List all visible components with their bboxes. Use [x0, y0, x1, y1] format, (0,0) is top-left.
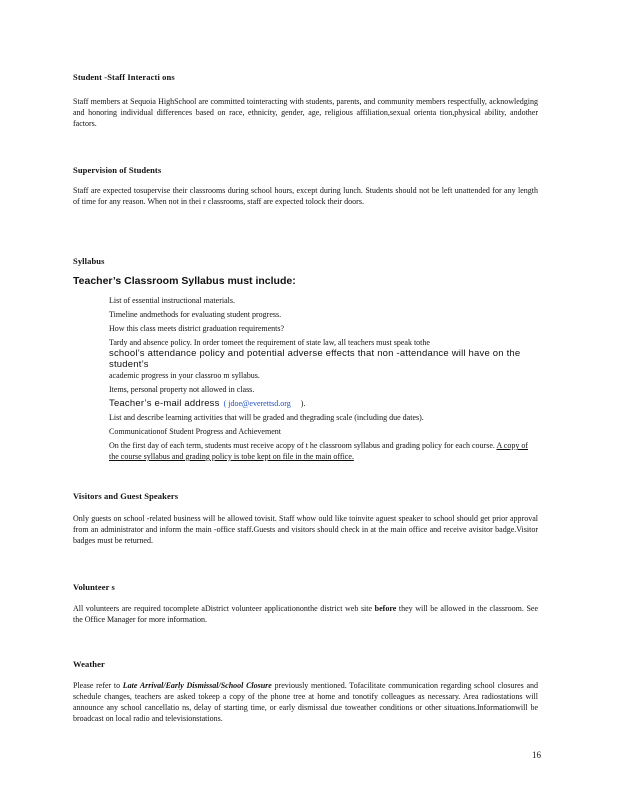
- heading-supervision-of-students: Supervision of Students: [73, 165, 162, 175]
- email-link[interactable]: ( jdoe@everettsd.org: [223, 399, 291, 408]
- paragraph-text-part: All volunteers are required tocomplete aDistrict volunteer applicationonthe district web site: [73, 604, 373, 613]
- paragraph-text-part: they will be allowed in the classroom. See the Office Manager for more information.: [73, 604, 539, 624]
- paragraph-student-staff-interactions: [73, 96, 538, 129]
- list-item-text: Tardy and absence policy. In order tomeet the requirement of state law, all teachers must speak tothe: [109, 338, 430, 347]
- list-item-text-emphasis: Teacher’s e-mail address: [109, 398, 220, 409]
- list-item-text: Communicationof Student Progress and Achievement: [109, 427, 281, 436]
- list-item-text: ).: [300, 399, 306, 408]
- heading-syllabus: Syllabus: [73, 256, 105, 266]
- heading-student-staff-interactions: Student -Staff Interacti ons: [73, 72, 175, 82]
- paragraph-text: Staff are expected tosupervise their classrooms during school hours, except during lunch. Students should not be left unattended for any length of time for any reason. When not in thei r classrooms, staff are expected tolock their doors.: [73, 186, 538, 206]
- list-item: [90, 440, 535, 462]
- list-item: [90, 323, 535, 334]
- heading-volunteers: Volunteer s: [73, 582, 115, 592]
- list-item-text-underlined: A copy of the course syllabus and grading policy is tobe kept on file in the main office.: [109, 441, 529, 461]
- list-item: [90, 412, 535, 423]
- heading-teacher-syllabus: Teacher’s Classroom Syllabus must include:: [73, 275, 296, 287]
- paragraph-text-bold: before: [374, 604, 397, 613]
- list-item: [90, 309, 535, 320]
- list-item: [90, 398, 535, 409]
- list-item-text: Timeline andmethods for evaluating student progress.: [109, 310, 282, 319]
- paragraph-text: Staff members at Sequoia HighSchool are committed tointeracting with students, parents, and community members respectfully, acknowledging and honoring individual differences based on race, ethnicity, gender, age, religious affiliation,sexual orienta tion,physical ability, andother factors.: [73, 97, 538, 128]
- list-item-text-emphasis: school’s attendance policy and potential adverse effects that non -attendance will have on the student’s: [109, 348, 521, 370]
- list-item: [90, 295, 535, 306]
- list-item: [90, 337, 535, 381]
- page-number: 16: [532, 750, 541, 760]
- list-item-text: On the first day of each term, students must receive acopy of t he classroom syllabus and grading policy for each course.: [109, 441, 495, 450]
- paragraph-text-part: Please refer to: [73, 681, 121, 690]
- paragraph-text: [73, 603, 538, 625]
- paragraph-volunteers: [73, 603, 538, 625]
- paragraph-visitors: [73, 513, 538, 546]
- list-item: [90, 384, 535, 395]
- paragraph-text-part: previously mentioned. Tofacilitate communication regarding school closures and schedule changes, teachers are asked tokeep a copy of the phone tree at home and tonotify colleagues as necessary. Area radiostations will announce any school cancellatio ns, delay of starting time, or early dismissal due toweather conditions or other situations.Informationwill be broadcast on local radio and televisionstations.: [73, 681, 539, 723]
- heading-weather: Weather: [73, 659, 105, 669]
- paragraph-text: Only guests on school -related business will be allowed tovisit. Staff whow ould like toinvite aguest speaker to school should get prior approval from an administrator and inform the main -office staff.Guests and visitors should check in at the main office and receive avisitor badge.Visitor badges must be returned.: [73, 514, 538, 545]
- paragraph-supervision: [73, 185, 538, 207]
- syllabus-list: [90, 295, 535, 465]
- paragraph-text: [73, 680, 538, 724]
- list-item-text: How this class meets district graduation requirements?: [109, 324, 285, 333]
- list-item-text: List of essential instructional materials.: [109, 296, 235, 305]
- heading-visitors-guest-speakers: Visitors and Guest Speakers: [73, 491, 179, 501]
- paragraph-text-bold-italic: Late Arrival/Early Dismissal/School Closure: [122, 681, 272, 690]
- list-item-text: academic progress in your classroo m syllabus.: [109, 371, 260, 380]
- list-item: [90, 426, 535, 437]
- list-item-text: List and describe learning activities that will be graded and thegrading scale (including due dates).: [109, 413, 424, 422]
- list-item-text: Items, personal property not allowed in class.: [109, 385, 255, 394]
- paragraph-weather: [73, 680, 538, 724]
